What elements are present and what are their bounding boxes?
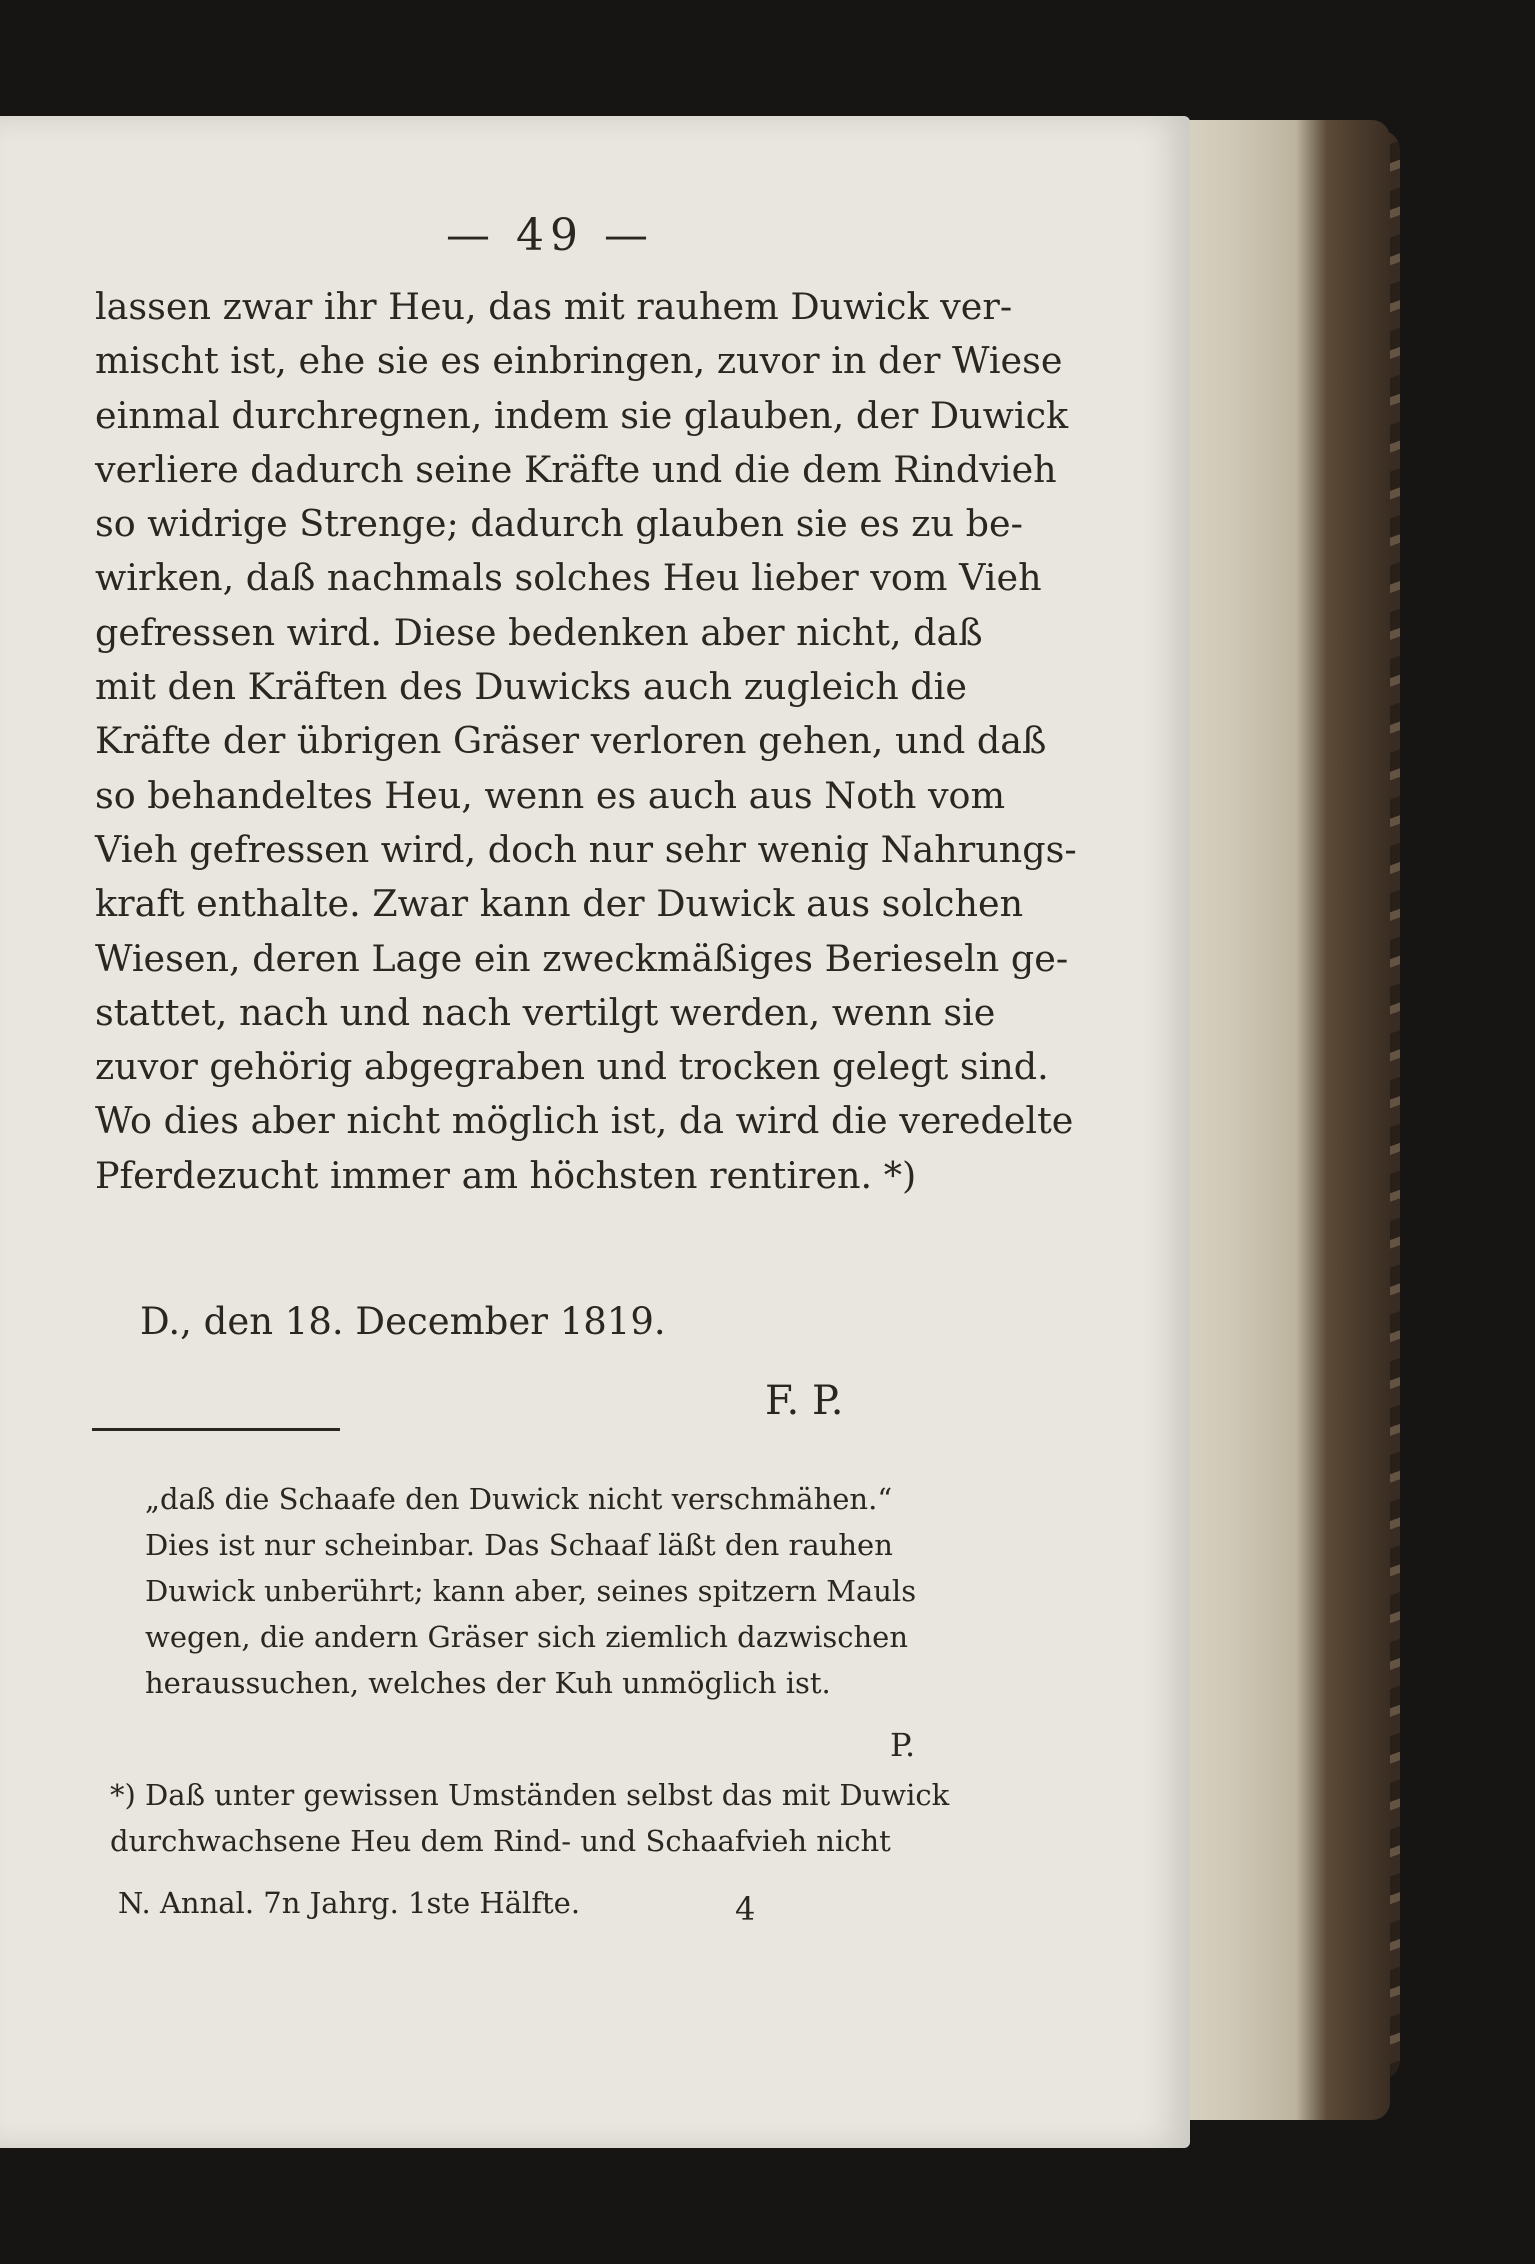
asterisk-footnote xyxy=(110,1772,980,1864)
body-line: so widrige Strenge; dadurch glauben sie es zu be- xyxy=(95,502,1023,546)
body-line: Kräfte der übrigen Gräser verloren gehen, und daß xyxy=(95,719,1047,763)
footnote-line: Dies ist nur scheinbar. Das Schaaf läßt den rauhen xyxy=(145,1528,893,1562)
body-text xyxy=(95,280,1077,1203)
footnote-line: wegen, die andern Gräser sich ziemlich dazwischen xyxy=(145,1620,909,1654)
body-line: Pferdezucht immer am höchsten rentiren. *) xyxy=(95,1153,917,1197)
page-number: — 49 — xyxy=(446,210,654,261)
body-line: Wo dies aber nicht möglich ist, da wird die veredelte xyxy=(95,1099,1074,1143)
body-line: so behandeltes Heu, wenn es auch aus Noth vom xyxy=(95,773,1006,817)
footnote-line: heraussuchen, welches der Kuh unmöglich ist. xyxy=(145,1666,831,1700)
body-line: Vieh gefressen wird, doch nur sehr wenig Nahrungs- xyxy=(95,827,1077,871)
body-line: gefressen wird. Diese bedenken aber nicht, daß xyxy=(95,610,983,654)
body-line: lassen zwar ihr Heu, das mit rauhem Duwick ver- xyxy=(95,285,1013,328)
body-line: mischt ist, ehe sie es einbringen, zuvor in der Wiese xyxy=(95,339,1063,383)
footnote-line: Duwick unberührt; kann aber, seines spitzern Mauls xyxy=(145,1574,917,1608)
footnote-line: durchwachsene Heu dem Rind- und Schaafvieh nicht xyxy=(110,1824,891,1858)
dateline: D., den 18. December 1819. xyxy=(140,1300,666,1343)
book-page-edges xyxy=(1180,120,1390,2120)
editor-footnote xyxy=(145,1476,975,1706)
footnote-line: *) Daß unter gewissen Umständen selbst das mit Duwick xyxy=(110,1778,950,1812)
journal-footer: N. Annal. 7n Jahrg. 1ste Hälfte. xyxy=(118,1886,581,1920)
footnote-signature: P. xyxy=(890,1726,916,1764)
body-line: Wiesen, deren Lage ein zweckmäßiges Berieseln ge- xyxy=(95,936,1069,980)
body-line: kraft enthalte. Zwar kann der Duwick aus solchen xyxy=(95,882,1024,926)
footnote-rule xyxy=(92,1428,340,1431)
body-line: wirken, daß nachmals solches Heu lieber vom Vieh xyxy=(95,556,1042,600)
body-line: verliere dadurch seine Kräfte und die dem Rindvieh xyxy=(95,447,1057,491)
footnote-line: „daß die Schaafe den Duwick nicht verschmähen.“ xyxy=(145,1482,893,1516)
body-line: zuvor gehörig abgegraben und trocken gelegt sind. xyxy=(95,1045,1049,1089)
author-signature: F. P. xyxy=(765,1378,844,1424)
body-line: stattet, nach und nach vertilgt werden, wenn sie xyxy=(95,990,996,1034)
body-line: einmal durchregnen, indem sie glauben, der Duwick xyxy=(95,393,1069,437)
body-line: mit den Kräften des Duwicks auch zugleich die xyxy=(95,665,967,709)
printer-signature-mark: 4 xyxy=(735,1890,756,1928)
